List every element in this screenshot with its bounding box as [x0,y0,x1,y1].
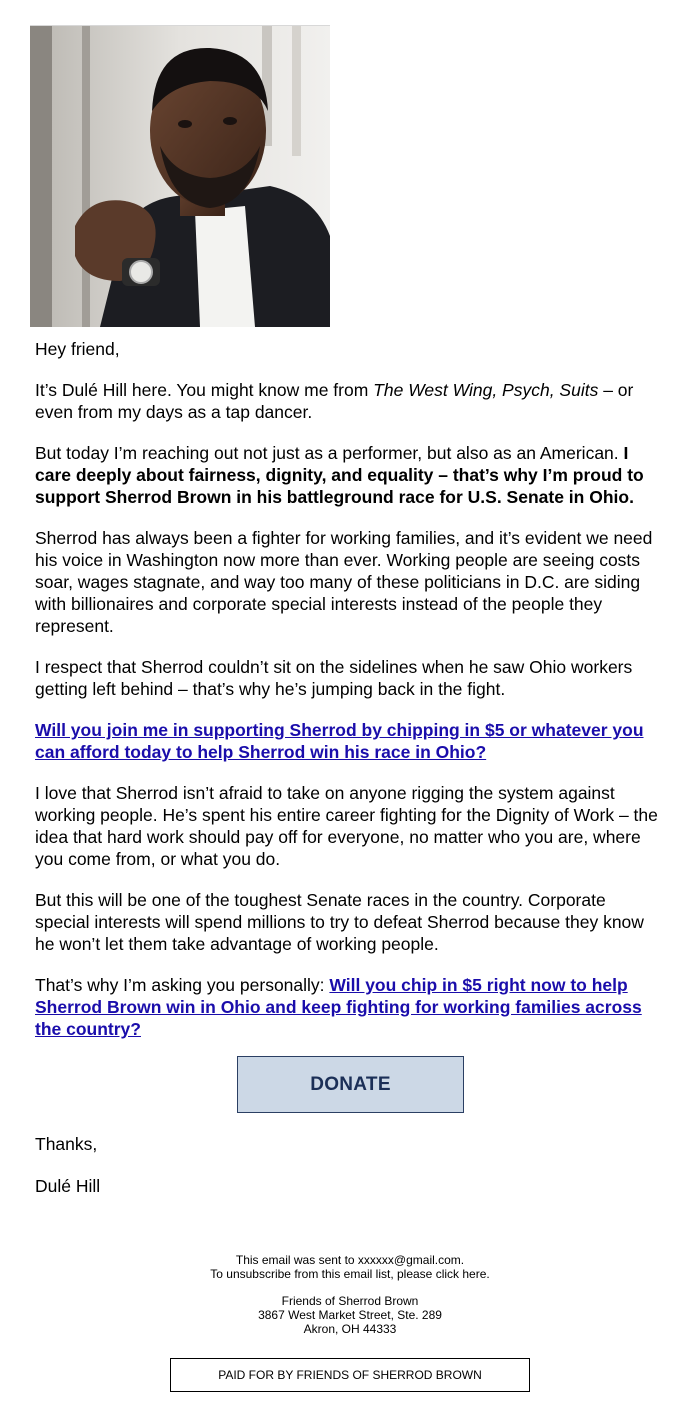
ask-text: That’s why I’m asking you personally: [35,975,330,995]
shows-text: The West Wing, Psych, Suits [373,380,599,400]
address-street: 3867 West Market Street, Ste. 289 [258,1308,442,1322]
intro-rest: – or even from my days as a tap dancer. [35,380,634,422]
intro-text: It’s Dulé Hill here. You might know me from [35,380,374,400]
signature: Dulé Hill [35,1176,101,1196]
sent-to-text: This email was sent to xxxxxx@gmail.com. [235,1253,465,1267]
donate-link-2[interactable]: Will you chip in $5 right now to help Sherrod Brown win in Ohio and keep fighting for working families across the country? [35,975,642,1039]
paragraph-dignity: I love that Sherrod isn’t afraid to take on anyone rigging the system against working people. He’s spent his entire career fighting for the Dignity of Work – the idea that hard work should pay off for everyone, no matter who you are, where you come from, or what you do. [35,783,658,869]
paragraph-intro [35,379,665,423]
unsubscribe-link[interactable]: To unsubscribe from this email list, please click here. [210,1267,490,1281]
portrait-photo [30,25,330,327]
paragraph-respect: I respect that Sherrod couldn’t sit on the sidelines when he saw Ohio workers getting left behind – that’s why he’s jumping back in the fight. [35,657,633,699]
email-body [35,338,665,1059]
email-footer [0,1253,700,1336]
paragraph-tough-race: But this will be one of the toughest Senate races in the country. Corporate special interests will spend millions to try to defeat Sherrod because they know he won’t let them take advantage of working people. [35,890,644,954]
paragraph-fighter: Sherrod has always been a fighter for working families, and it’s evident we need his voice in Washington now more than ever. Working people are seeing costs soar, wages stagnate, and way too many of these politicians in D.C. are siding with billionaires and corporate special interests instead of the people they represent. [35,528,653,636]
support-text: But today I’m reaching out not just as a performer, but also as an American. [35,443,624,463]
signoff [35,1133,100,1217]
portrait-image [30,26,330,327]
paid-for-disclaimer: PAID FOR BY FRIENDS OF SHERROD BROWN [170,1358,530,1392]
paragraph-ask-1 [35,719,665,763]
paragraph-ask-2 [35,974,665,1040]
paragraph-support [35,442,665,508]
address-city: Akron, OH 44333 [303,1322,397,1336]
support-bold: I care deeply about fairness, dignity, and equality – that’s why I’m proud to support Sherrod Brown in his battleground race for U.S. Senate in Ohio. [35,443,644,507]
greeting: Hey friend, [35,339,120,359]
donate-button[interactable]: DONATE [237,1056,464,1113]
thanks-text: Thanks, [35,1134,98,1154]
donate-link-1[interactable]: Will you join me in supporting Sherrod by chipping in $5 or whatever you can afford today to help Sherrod win his race in Ohio? [35,720,644,762]
org-name: Friends of Sherrod Brown [281,1294,419,1308]
donate-button-wrapper [237,1056,464,1113]
